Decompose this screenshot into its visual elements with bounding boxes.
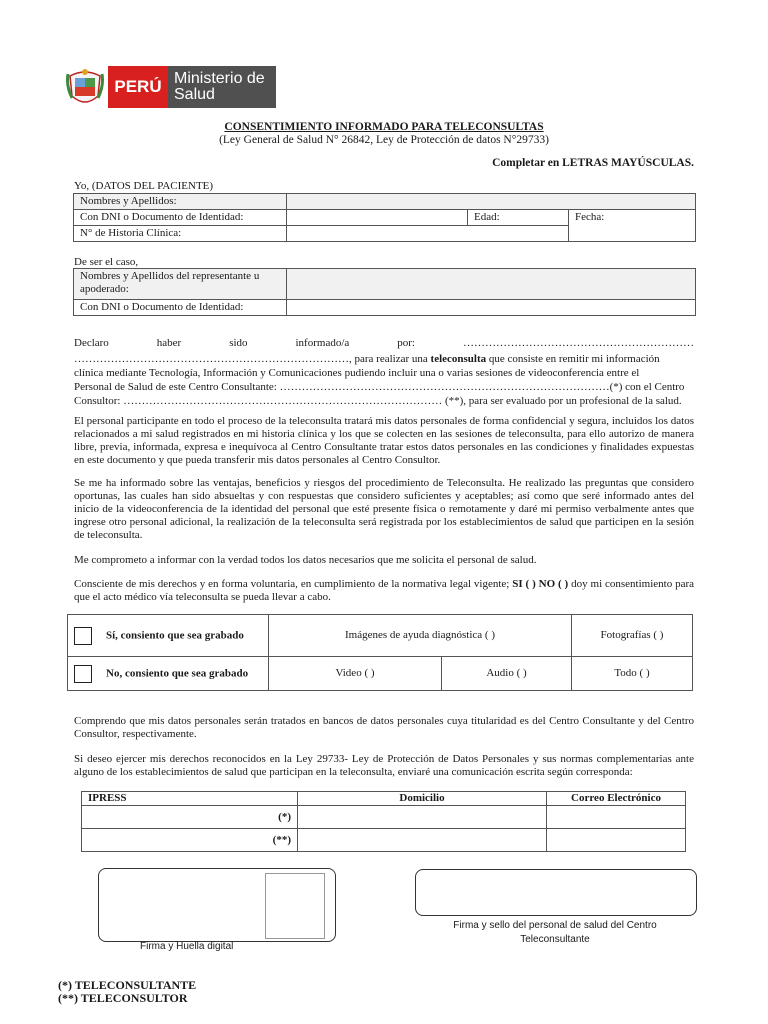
- declaration-line-5: Consultor: …………………………………………………………………………… (**), para ser evaluado por un profesional de la salud.: [74, 395, 682, 407]
- instruction-text: Completar en LETRAS MAYÚSCULAS.: [492, 157, 694, 169]
- paragraph-informed: Se me ha informado sobre las ventajas, beneficios y riesgos del procedimiento de Teleconsulta. He realizado las preguntas que considero oportunas, las cuales han sido absueltas y con respuestas que considero suficientes y aceptables; así como que seré informado antes del inicio de la videoconferencia de la identidad del personal que esté presente física o remotamente y daré mi permiso verbalmente antes que ingrese otro personal adicional, la realización de la teleconsulta será registrada por los establecimientos de salud que participen en la sesión de teleconsulta.: [74, 477, 694, 541]
- staff-signature-label: [415, 919, 695, 947]
- patient-history-field[interactable]: [287, 226, 569, 242]
- patient-signature-box[interactable]: [98, 868, 336, 942]
- option-video[interactable]: Video ( ): [269, 657, 442, 691]
- representative-table: [73, 268, 696, 316]
- ministry-logo: [66, 66, 276, 108]
- patient-names-field[interactable]: [287, 194, 696, 210]
- staff-signature-box[interactable]: [415, 869, 697, 916]
- paragraph-confidentiality: El personal participante en todo el proceso de la teleconsulta tratará mis datos personales de forma confidencial y segura, incluidos los datos relacionados a mi salud registrados en mi historia clínica y los que se colecten en las sesiones de teleconsulta, para ello autorizo de manera libre, previa, informada, expresa e inequívoca al Centro Consultante tratar estos datos personales en las condiciones y finalidades expuestas en este documento y que pueda transferir mis datos personales al Centro Consultor.: [74, 415, 694, 466]
- fingerprint-box[interactable]: [265, 873, 325, 939]
- declaration-word-1: Declaro: [74, 337, 109, 349]
- ipress-row-consultor[interactable]: (**): [82, 829, 298, 852]
- patient-dni-field[interactable]: [287, 210, 468, 226]
- paragraph-data-banks: Comprendo que mis datos personales serán tratados en bancos de datos personales cuya titularidad es del Centro Consultante y del Centro Consultor, respectivamente.: [74, 715, 694, 740]
- patient-history-label: N° de Historia Clínica:: [74, 226, 287, 242]
- record-yes-cell[interactable]: [68, 615, 269, 657]
- staff-signature-line-1: Firma y sello del personal de salud del Centro: [453, 920, 657, 931]
- declaration-word-2: haber: [156, 337, 182, 349]
- patient-signature-label: Firma y Huella digital: [140, 941, 234, 952]
- option-images[interactable]: Imágenes de ayuda diagnóstica ( ): [269, 615, 572, 657]
- declaration-line-2b: que consiste en remitir mi información: [488, 353, 660, 365]
- patient-date-field[interactable]: [569, 210, 696, 242]
- record-yes-label: Sí, consiento que sea grabado: [106, 629, 244, 642]
- option-photos[interactable]: Fotografías ( ): [572, 615, 693, 657]
- consent-text-b: doy mi consentimiento para que el acto médico vía teleconsulta se pueda llevar a cabo.: [74, 578, 695, 603]
- paragraph-commitment: Me comprometo a informar con la verdad todos los datos necesarios que me solicita el personal de salud.: [74, 554, 537, 566]
- representative-names-label: Nombres y Apellidos del representante u apoderado:: [74, 269, 287, 300]
- representative-names-field[interactable]: [287, 269, 696, 300]
- patient-table: [73, 193, 696, 242]
- peru-crest-icon: [66, 66, 104, 108]
- consent-text-a: Consciente de mis derechos y en forma voluntaria, en cumplimiento de la normativa legal vigente;: [74, 578, 510, 590]
- address-field-1[interactable]: [298, 806, 547, 829]
- declaration-word-3: sido: [229, 337, 248, 349]
- declaration-word-5: por:: [397, 337, 415, 349]
- staff-signature-line-2: Teleconsultante: [520, 934, 590, 945]
- option-audio[interactable]: Audio ( ): [442, 657, 572, 691]
- footnote-teleconsultante: (*) TELECONSULTANTE: [58, 978, 197, 992]
- patient-dni-label: Con DNI o Documento de Identidad:: [74, 210, 287, 226]
- consent-yes-option[interactable]: SI ( ): [512, 578, 536, 590]
- logo-brand: PERÚ: [108, 66, 168, 108]
- representative-dni-field[interactable]: [287, 300, 696, 316]
- option-all[interactable]: Todo ( ): [572, 657, 693, 691]
- paragraph-consent: [74, 578, 694, 604]
- declaration-line-3: clínica mediante Tecnología, Información y Comunicaciones pudiendo incluir una o varias sesiones de videoconferencia entre el: [74, 367, 640, 379]
- document-title: CONSENTIMIENTO INFORMADO PARA TELECONSULTAS: [224, 121, 544, 133]
- record-no-cell[interactable]: [68, 657, 269, 691]
- ipress-table: [81, 791, 686, 852]
- consent-no-option[interactable]: NO ( ): [538, 578, 569, 590]
- record-no-checkbox[interactable]: [74, 665, 92, 683]
- paragraph-rights: Si deseo ejercer mis derechos reconocidos en la Ley 29733- Ley de Protección de Datos Personales y sus normas complementarias ante alguno de los establecimientos de salud que participan en la teleconsulta, enviaré una comunicación escrita según corresponda:: [74, 753, 694, 778]
- declaration-word-4: informado/a: [295, 337, 350, 349]
- patient-age-label: Edad:: [474, 211, 500, 223]
- email-field-2[interactable]: [547, 829, 686, 852]
- document-subtitle: (Ley General de Salud N° 26842, Ley de Protección de datos N°29733): [219, 134, 549, 146]
- declaration-teleconsulta: teleconsulta: [430, 353, 487, 365]
- patient-names-label: Nombres y Apellidos:: [74, 194, 287, 210]
- patient-intro: Yo, (DATOS DEL PACIENTE): [74, 180, 214, 192]
- logo-ministry: Ministerio de Salud: [168, 66, 276, 108]
- declaration-line-2a: …………………………………………………………………, para realizar una: [74, 353, 428, 365]
- record-yes-checkbox[interactable]: [74, 627, 92, 645]
- footnote-teleconsultor: (**) TELECONSULTOR: [58, 991, 188, 1005]
- address-header: Domicilio: [298, 792, 547, 806]
- patient-age-field[interactable]: [468, 210, 569, 226]
- recording-table: [67, 614, 693, 691]
- representative-dni-label: Con DNI o Documento de Identidad:: [74, 300, 287, 316]
- email-field-1[interactable]: [547, 806, 686, 829]
- declaration-block: [74, 337, 694, 408]
- email-header: Correo Electrónico: [547, 792, 686, 806]
- declaration-blank: ………………………………………………………: [462, 337, 694, 349]
- ipress-header: IPRESS: [82, 792, 298, 806]
- record-no-label: No, consiento que sea grabado: [106, 667, 249, 680]
- ipress-row-consultante[interactable]: (*): [82, 806, 298, 829]
- patient-date-label: Fecha:: [575, 211, 605, 223]
- declaration-line-4: Personal de Salud de este Centro Consultante: ………………………………………………………………………………(*) con el Centro: [74, 381, 685, 393]
- representative-intro: De ser el caso,: [74, 256, 139, 268]
- address-field-2[interactable]: [298, 829, 547, 852]
